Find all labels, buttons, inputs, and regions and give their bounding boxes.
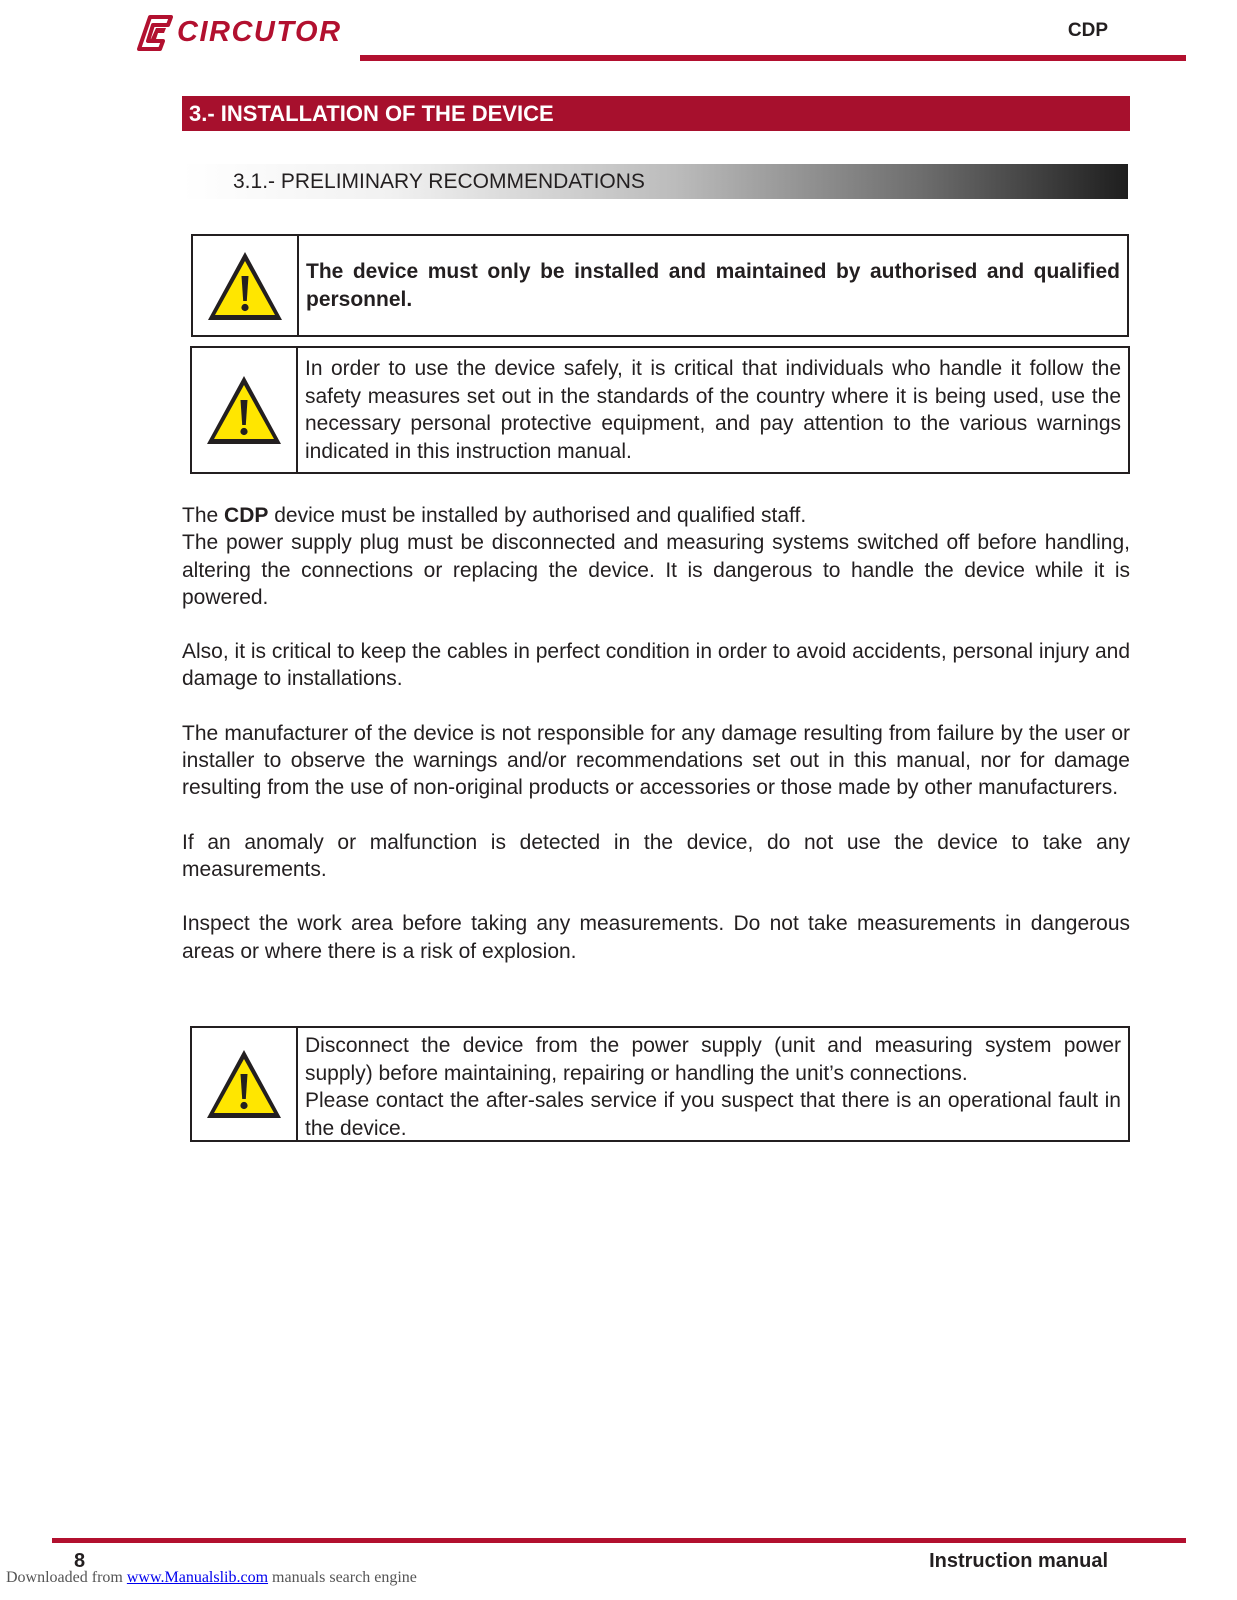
warning-box: [190, 1026, 1130, 1142]
warning-box: [190, 346, 1130, 474]
body-text: [182, 502, 1130, 965]
text-run: The: [182, 504, 225, 527]
warning-text: In order to use the device safely, it is critical that individuals who handle it follow the safety measures set out in the standards of the country where it is being used, use the necessary personal protective equipment, and pay attention to the various warnings indicated in this instruction manual.: [305, 357, 1121, 463]
paragraph: [182, 502, 1130, 529]
footer-label: Instruction manual: [929, 1550, 1108, 1572]
warning-triangle-icon: [204, 1047, 284, 1121]
warning-box: [191, 234, 1129, 337]
download-notice: [6, 1569, 417, 1587]
footer-divider: [52, 1538, 1186, 1543]
product-name: CDP: [1067, 20, 1108, 41]
warning-text: The device must only be installed and maintained by authorised and qualified personnel.: [306, 260, 1120, 311]
paragraph: The manufacturer of the device is not responsible for any damage resulting from failure by the user or installer to observe the warnings and/or recommendations set out in this manual, nor for damage resulting from the use of non-original products or accessories or those made by other manufacturers.: [182, 721, 1130, 800]
warning-line: Please contact the after-sales service if you suspect that there is an operational fault in the device.: [305, 1089, 1121, 1140]
section-title: 3.- INSTALLATION OF THE DEVICE: [182, 96, 1130, 131]
circutor-logo-icon: [137, 14, 173, 52]
paragraph: Inspect the work area before taking any measurements. Do not take measurements in dangerous areas or where there is a risk of explosion.: [182, 912, 1130, 963]
brand-name: CIRCUTOR: [177, 16, 342, 48]
warning-text: [298, 1028, 1128, 1140]
warning-icon-cell: [193, 236, 299, 335]
circutor-logo: [137, 14, 352, 54]
page-number: 8: [74, 1550, 86, 1572]
warning-icon-cell: [192, 1028, 298, 1140]
manualslib-link[interactable]: www.Manualslib.com: [126, 1569, 269, 1586]
warning-icon-cell: [192, 348, 298, 472]
download-suffix: manuals search engine: [268, 1569, 417, 1586]
header-divider: [360, 55, 1186, 61]
product-name-inline: CDP: [224, 504, 269, 527]
warning-triangle-icon: [205, 249, 285, 323]
paragraph: If an anomaly or malfunction is detected in the device, do not use the device to take any measurements.: [182, 830, 1130, 881]
warning-triangle-icon: [204, 373, 284, 447]
paragraph: The power supply plug must be disconnected and measuring systems switched off before handling, altering the connections or replacing the device. It is dangerous to handle the device while it is powered.: [182, 531, 1130, 609]
subsection-title: 3.1.- PRELIMINARY RECOMMENDATIONS: [182, 164, 1128, 199]
download-prefix: Downloaded from: [6, 1569, 127, 1586]
paragraph: Also, it is critical to keep the cables in perfect condition in order to avoid accidents, personal injury and damage to installations.: [182, 640, 1130, 691]
text-run: device must be installed by authorised and qualified staff.: [268, 504, 807, 527]
warning-line: Disconnect the device from the power supply (unit and measuring system power supply) before maintaining, repairing or handling the unit’s connections.: [305, 1034, 1121, 1085]
